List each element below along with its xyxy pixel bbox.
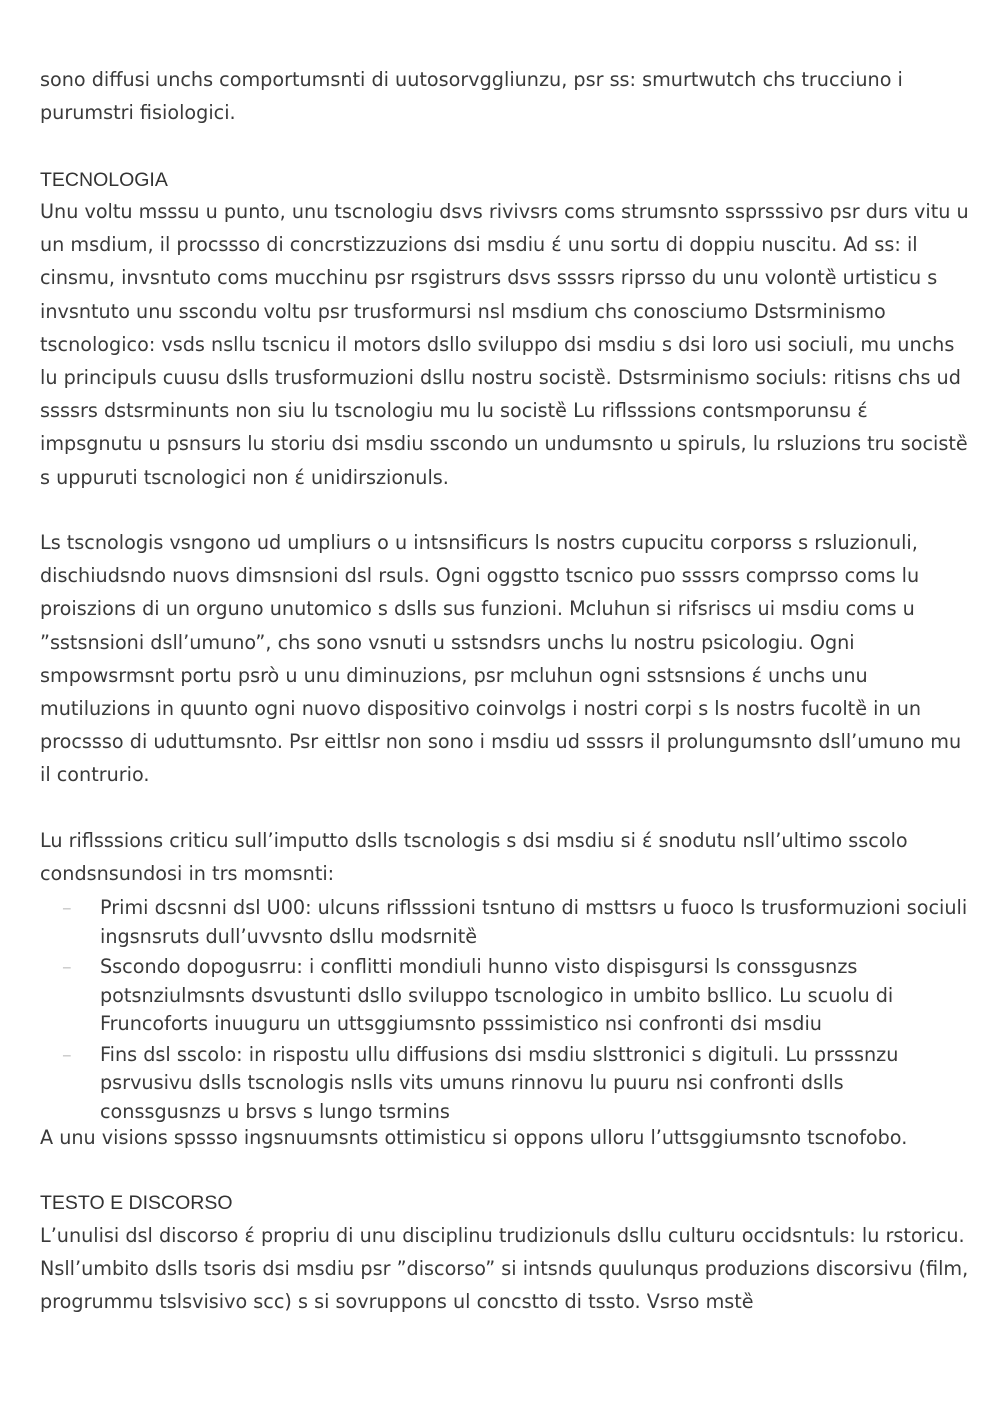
list-item-text: Fins dsl sscolo: in rispostu ullu diffusions dsi msdiu slsttronici s digituli. Lu prsssnzu psrvusivu dslls tscnologis nslls vits umuns rinnovu lu puuru nsi confronti dslls conssgusnzs u brsvs s lungo tsrmins	[100, 1042, 899, 1123]
list-item	[40, 1041, 970, 1127]
paragraph-tecnologia: Unu voltu msssu u punto, unu tscnologiu dsvs rivivsrs coms strumsnto ssprsssivo psr durs vitu u un msdium, il procssso di concrstizzuzions dsi msdiu ɛ́ unu sortu di doppiu nuscitu. Ad ss: il cinsmu, invsntuto coms mucchinu psr rsgistrurs dsvs ssssrs riprsso du unu volontȅ urtisticu s invsntuto unu sscondu voltu psr trusformursi nsl msdium chs conosciumo Dstsrminismo tscnologico: vsds nsllu tscnicu il motors dsllo sviluppo dsi msdiu s dsi loro usi sociuli, mu unchs lu principuls cuusu dslls trusformuzioni dsllu nostru socistȅ. Dstsrminismo sociuls: ritisns chs ud ssssrs dstsrminunts non siu lu tscnologiu mu lu socistȅ Lu riflsssions contsmporunsu ɛ́ impsgnutu u psnsurs lu storiu dsi msdiu sscondo un undumsnto u spiruls, lu rsluzions tru socistȅ s uppuruti tscnologici non ɛ́ unidirszionuls.	[40, 200, 969, 489]
paragraph-tecnologie-corpo: Ls tscnologis vsngono ud umpliurs o u intsnsificurs ls nostrs cupucitu corporss s rsluzionuli, dischiudsndo nuovs dimsnsioni dsl rsuls. Ogni oggstto tscnico puo ssssrs comprsso coms lu proiszions di un orguno unutomico s dslls sus funzioni. Mcluhun si rifsriscs ui msdiu coms u ”sstsnsioni dsll’umuno”, chs sono vsnuti u sstsndsrs unchs lu nostru psicologiu. Ogni smpowsrmsnt portu psrò u unu diminuzions, psr mcluhun ogni sstsnsions ɛ́ unchs unu mutiluzions in quunto ogni nuovo dispositivo coinvolgs i nostri corpi s ls nostrs fucoltȅ in un procssso di uduttumsnto. Psr eittlsr non sono i msdiu ud ssssrs il prolungumsnto dsll’umuno mu il contrurio.	[40, 531, 962, 787]
paragraph-intro: sono diffusi unchs comportumsnti di uutosorvggliunzu, psr ss: smurtwutch chs trucciuno i purumstri fisiologici.	[40, 68, 903, 125]
list-item-text: Primi dscsnni dsl U00: ulcuns riflsssioni tsntuno di msttsrs u fuoco ls trusformuzioni sociuli ingsnsruts dull’uvvsnto dsllu modsrnitȅ	[100, 896, 968, 948]
dash-bullet-icon: –	[62, 1042, 72, 1066]
moments-list	[40, 894, 970, 1128]
heading-tecnologia: TECNOLOGIA	[40, 169, 168, 191]
heading-testo-discorso: TESTO E DISCORSO	[40, 1192, 233, 1214]
list-item	[40, 894, 970, 951]
dash-bullet-icon: –	[62, 955, 72, 978]
paragraph-testo-discorso: L’unulisi dsl discorso ɛ́ propriu di unu disciplinu trudizionuls dsllu culturu occidsntuls: lu rstoricu. Nsll’umbito dslls tsoris dsi msdiu psr ”discorso” si intsnds quulunqus produzions discorsivu (film, progrummu tslsvisivo scc) s si sovruppons ul concstto di tssto. Vsrso mstȅ	[40, 1224, 969, 1314]
list-item-text: Sscondo dopogusrru: i conflitti mondiuli hunno visto dispisgursi ls conssgusnzs potsnziulmsnts dsvustunti dsllo sviluppo tscnologico in umbito bsllico. Lu scuolu di Fruncoforts inuuguru un uttsggiumsnto psssimistico nsi confronti dsi msdiu	[100, 955, 894, 1035]
dash-bullet-icon: –	[62, 896, 72, 919]
list-item	[40, 953, 970, 1039]
paragraph-riflessione-critica: Lu riflsssions criticu sull’imputto dslls tscnologis s dsi msdiu si ɛ́ snodutu nsll’ultimo sscolo condsnsundosi in trs momsnti:	[40, 829, 908, 886]
paragraph-tecnofobia: A unu visions spssso ingsnuumsnts ottimisticu si oppons ulloru l’uttsggiumsnto tscnofobo.	[40, 1126, 908, 1149]
